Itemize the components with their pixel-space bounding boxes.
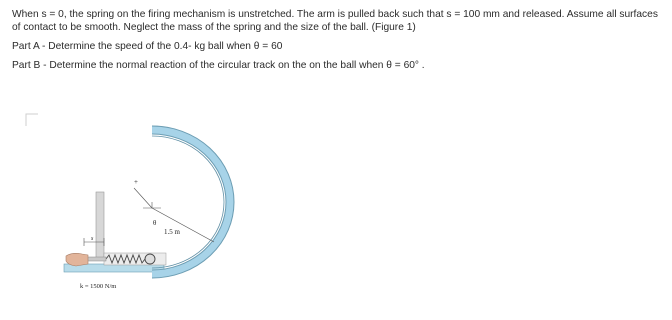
wall [96,192,104,260]
figure-1 [24,112,280,308]
circular-track [152,130,230,274]
figure-frame-corner [26,114,38,126]
firing-mechanism-diagram [24,112,280,308]
s-label: s [91,236,94,242]
angle-reference-line [134,188,152,208]
hand [66,253,88,266]
part-a-question: Part A - Determine the speed of the 0.4- kg ball when θ = 60 [12,41,283,52]
angle-label: θ [153,219,157,227]
radius-line [152,208,214,242]
part-b-question: Part B - Determine the normal reaction of the circular track on the on the ball when θ = 60° . [12,60,425,71]
radius-label: 1.5 m [164,228,180,236]
stiffness-label: k = 1500 N/m [80,283,117,290]
ball [145,254,155,264]
problem-text [12,8,662,78]
svg-text:+: + [134,178,138,186]
problem-statement: When s = 0, the spring on the firing mechanism is unstretched. The arm is pulled back such that s = 100 mm and released. Assume all surfaces of contact to be smooth. Neglect the mass of the spring and the size of the ball. (Figure 1) [12,9,658,33]
